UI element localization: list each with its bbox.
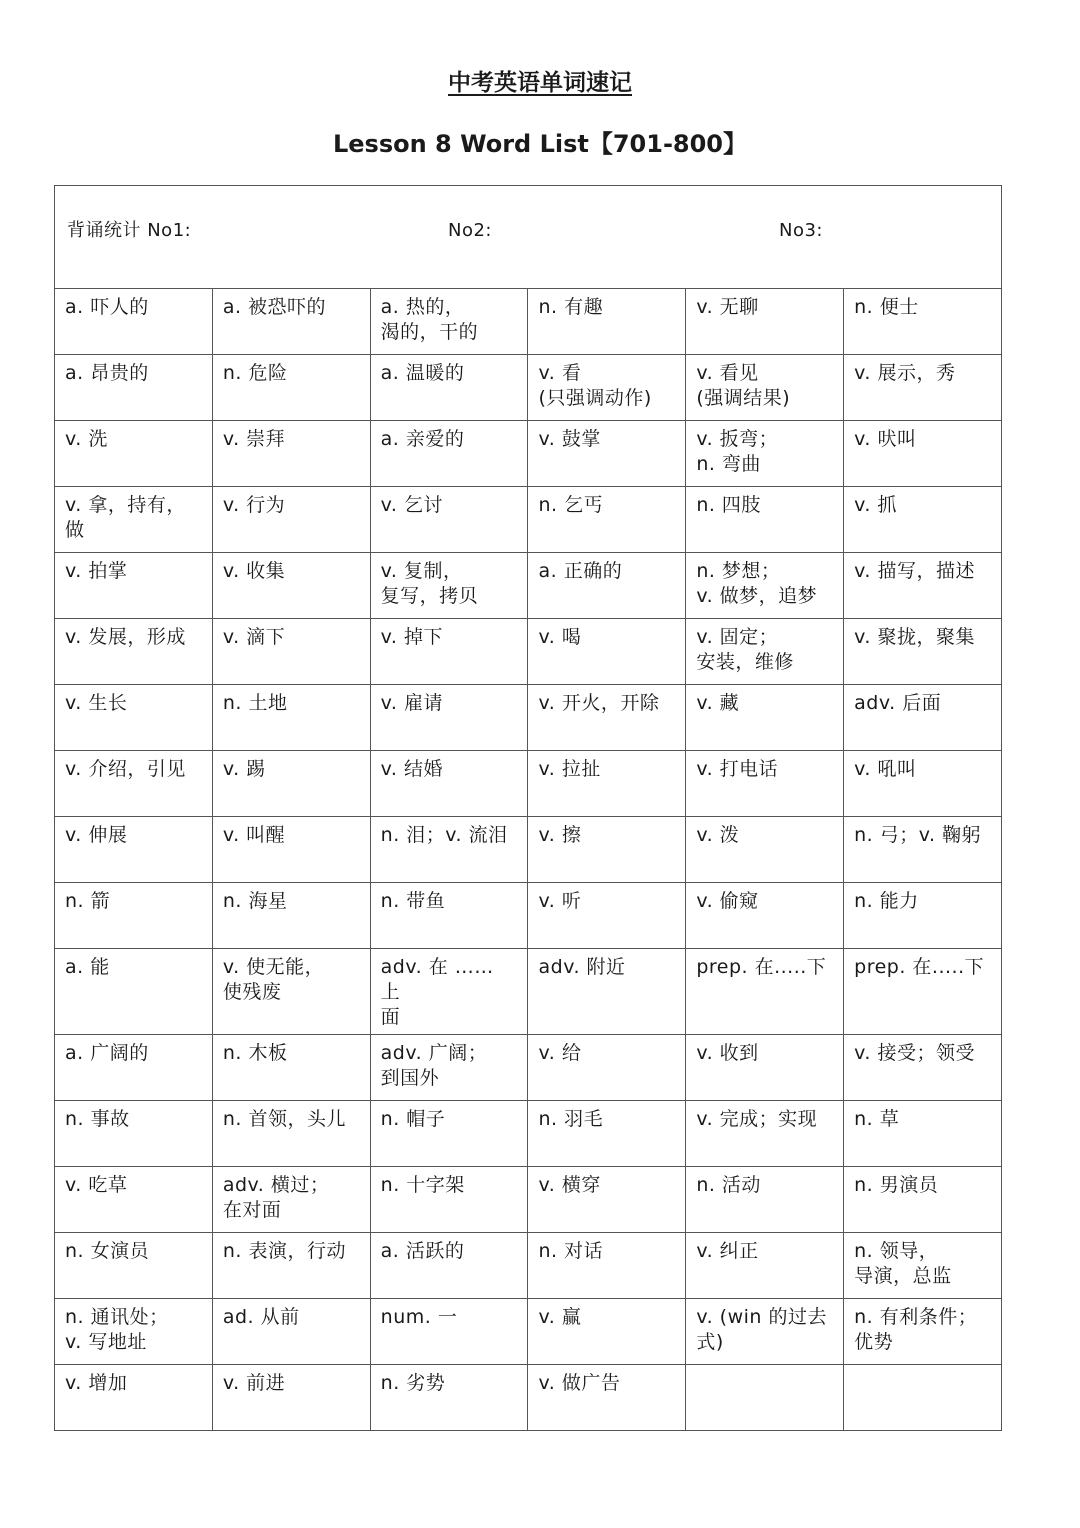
word-table	[54, 185, 1002, 1431]
word-cell: adv. 广阔； 到国外	[370, 1035, 528, 1101]
recitation-tally-no1-label: 背诵统计 No1:	[67, 220, 192, 241]
word-row	[55, 1167, 1002, 1233]
word-cell: v. 乞讨	[370, 487, 528, 553]
word-cell: n. 箭	[55, 883, 213, 949]
word-row	[55, 883, 1002, 949]
word-row	[55, 1101, 1002, 1167]
word-cell: v. 收集	[212, 553, 370, 619]
word-cell: v. 伸展	[55, 817, 213, 883]
word-cell: v. 给	[528, 1035, 686, 1101]
word-cell: v. 前进	[212, 1365, 370, 1431]
word-row	[55, 421, 1002, 487]
word-cell: v. 抓	[844, 487, 1002, 553]
word-cell: v. 介绍，引见	[55, 751, 213, 817]
word-cell: n. 木板	[212, 1035, 370, 1101]
word-cell: v. 喝	[528, 619, 686, 685]
document-subtitle: Lesson 8 Word List【701-800】	[332, 130, 748, 158]
word-cell: v. 增加	[55, 1365, 213, 1431]
word-cell: n. 有趣	[528, 289, 686, 355]
word-row	[55, 289, 1002, 355]
word-cell: v. 展示，秀	[844, 355, 1002, 421]
word-cell: n. 帽子	[370, 1101, 528, 1167]
word-cell: v. 开火，开除	[528, 685, 686, 751]
word-cell: a. 能	[55, 949, 213, 1035]
word-cell: adv. 在 …… 上 面	[370, 949, 528, 1035]
word-cell: n. 弓；v. 鞠躬	[844, 817, 1002, 883]
word-cell: v. 看见 (强调结果)	[686, 355, 844, 421]
word-cell: v. 看 (只强调动作)	[528, 355, 686, 421]
word-cell: n. 羽毛	[528, 1101, 686, 1167]
word-cell: n. 对话	[528, 1233, 686, 1299]
word-cell: v. 生长	[55, 685, 213, 751]
word-cell: n. 能力	[844, 883, 1002, 949]
document-title	[0, 66, 1080, 100]
word-cell: n. 劣势	[370, 1365, 528, 1431]
word-cell: adv. 附近	[528, 949, 686, 1035]
word-row	[55, 685, 1002, 751]
word-cell: a. 温暖的	[370, 355, 528, 421]
word-cell: v. 无聊	[686, 289, 844, 355]
word-cell: prep. 在.....下	[844, 949, 1002, 1035]
word-cell: v. 行为	[212, 487, 370, 553]
word-cell: v. 鼓掌	[528, 421, 686, 487]
word-cell: v. 听	[528, 883, 686, 949]
word-cell: n. 有利条件； 优势	[844, 1299, 1002, 1365]
word-cell: n. 女演员	[55, 1233, 213, 1299]
word-cell: ad. 从前	[212, 1299, 370, 1365]
word-row	[55, 553, 1002, 619]
word-cell: v. 使无能， 使残废	[212, 949, 370, 1035]
word-cell: n. 十字架	[370, 1167, 528, 1233]
word-cell: adv. 后面	[844, 685, 1002, 751]
word-cell: a. 昂贵的	[55, 355, 213, 421]
word-cell: v. 结婚	[370, 751, 528, 817]
recitation-tally-no2-label: No2:	[448, 220, 492, 241]
recitation-tally-no3-label: No3:	[779, 220, 823, 241]
word-cell: v. 吃草	[55, 1167, 213, 1233]
document-title-text: 中考英语单词速记	[448, 70, 632, 96]
word-cell: n. 通讯处； v. 写地址	[55, 1299, 213, 1365]
word-cell: n. 泪；v. 流泪	[370, 817, 528, 883]
word-cell: n. 草	[844, 1101, 1002, 1167]
word-cell: n. 危险	[212, 355, 370, 421]
word-cell: v. 藏	[686, 685, 844, 751]
word-row	[55, 1299, 1002, 1365]
word-cell: a. 被恐吓的	[212, 289, 370, 355]
word-cell: v. 纠正	[686, 1233, 844, 1299]
word-cell: v. 滴下	[212, 619, 370, 685]
word-row	[55, 1365, 1002, 1431]
word-cell: v. 拿，持有， 做	[55, 487, 213, 553]
word-cell: v. 拍掌	[55, 553, 213, 619]
word-cell: a. 亲爱的	[370, 421, 528, 487]
word-cell: v. 完成；实现	[686, 1101, 844, 1167]
word-row	[55, 619, 1002, 685]
word-cell: v. 聚拢，聚集	[844, 619, 1002, 685]
word-cell	[844, 1365, 1002, 1431]
word-row	[55, 949, 1002, 1035]
word-cell: v. 固定； 安装，维修	[686, 619, 844, 685]
word-cell: n. 四肢	[686, 487, 844, 553]
word-cell: v. 描写，描述	[844, 553, 1002, 619]
word-row	[55, 1233, 1002, 1299]
word-cell: v. 擦	[528, 817, 686, 883]
word-cell: v. 复制， 复写，拷贝	[370, 553, 528, 619]
word-row	[55, 355, 1002, 421]
word-cell: n. 土地	[212, 685, 370, 751]
word-cell: v. 吼叫	[844, 751, 1002, 817]
word-cell: v. 收到	[686, 1035, 844, 1101]
word-cell: a. 活跃的	[370, 1233, 528, 1299]
word-cell: v. 打电话	[686, 751, 844, 817]
word-cell: v. 崇拜	[212, 421, 370, 487]
word-cell: num. 一	[370, 1299, 528, 1365]
word-cell: v. 偷窥	[686, 883, 844, 949]
word-cell: v. 横穿	[528, 1167, 686, 1233]
word-cell: v. 雇请	[370, 685, 528, 751]
header-row	[55, 186, 1002, 289]
word-cell: v. 赢	[528, 1299, 686, 1365]
word-cell: n. 表演，行动	[212, 1233, 370, 1299]
word-cell: a. 广阔的	[55, 1035, 213, 1101]
word-cell: n. 首领，头儿	[212, 1101, 370, 1167]
word-cell: prep. 在.....下	[686, 949, 844, 1035]
word-row	[55, 751, 1002, 817]
word-cell: v. 踢	[212, 751, 370, 817]
word-cell: v. 扳弯； n. 弯曲	[686, 421, 844, 487]
word-cell: n. 海星	[212, 883, 370, 949]
word-cell: n. 男演员	[844, 1167, 1002, 1233]
word-cell: a. 热的， 渴的，干的	[370, 289, 528, 355]
word-cell: v. 拉扯	[528, 751, 686, 817]
word-cell: n. 乞丐	[528, 487, 686, 553]
recitation-tally-cell	[55, 186, 1002, 289]
word-table-body	[55, 186, 1002, 1431]
word-cell: v. 做广告	[528, 1365, 686, 1431]
word-cell: n. 活动	[686, 1167, 844, 1233]
word-cell: n. 梦想； v. 做梦，追梦	[686, 553, 844, 619]
word-cell: v. 发展，形成	[55, 619, 213, 685]
word-cell: v. 洗	[55, 421, 213, 487]
word-cell: v. (win 的过去 式)	[686, 1299, 844, 1365]
word-cell: v. 泼	[686, 817, 844, 883]
word-cell: n. 便士	[844, 289, 1002, 355]
word-cell: n. 带鱼	[370, 883, 528, 949]
word-cell: a. 正确的	[528, 553, 686, 619]
word-cell: n. 事故	[55, 1101, 213, 1167]
word-cell: v. 吠叫	[844, 421, 1002, 487]
word-row	[55, 1035, 1002, 1101]
word-cell: v. 接受；领受	[844, 1035, 1002, 1101]
word-row	[55, 817, 1002, 883]
word-row	[55, 487, 1002, 553]
word-cell: a. 吓人的	[55, 289, 213, 355]
word-cell: v. 掉下	[370, 619, 528, 685]
word-cell	[686, 1365, 844, 1431]
word-cell: adv. 横过； 在对面	[212, 1167, 370, 1233]
word-cell: v. 叫醒	[212, 817, 370, 883]
word-cell: n. 领导， 导演，总监	[844, 1233, 1002, 1299]
